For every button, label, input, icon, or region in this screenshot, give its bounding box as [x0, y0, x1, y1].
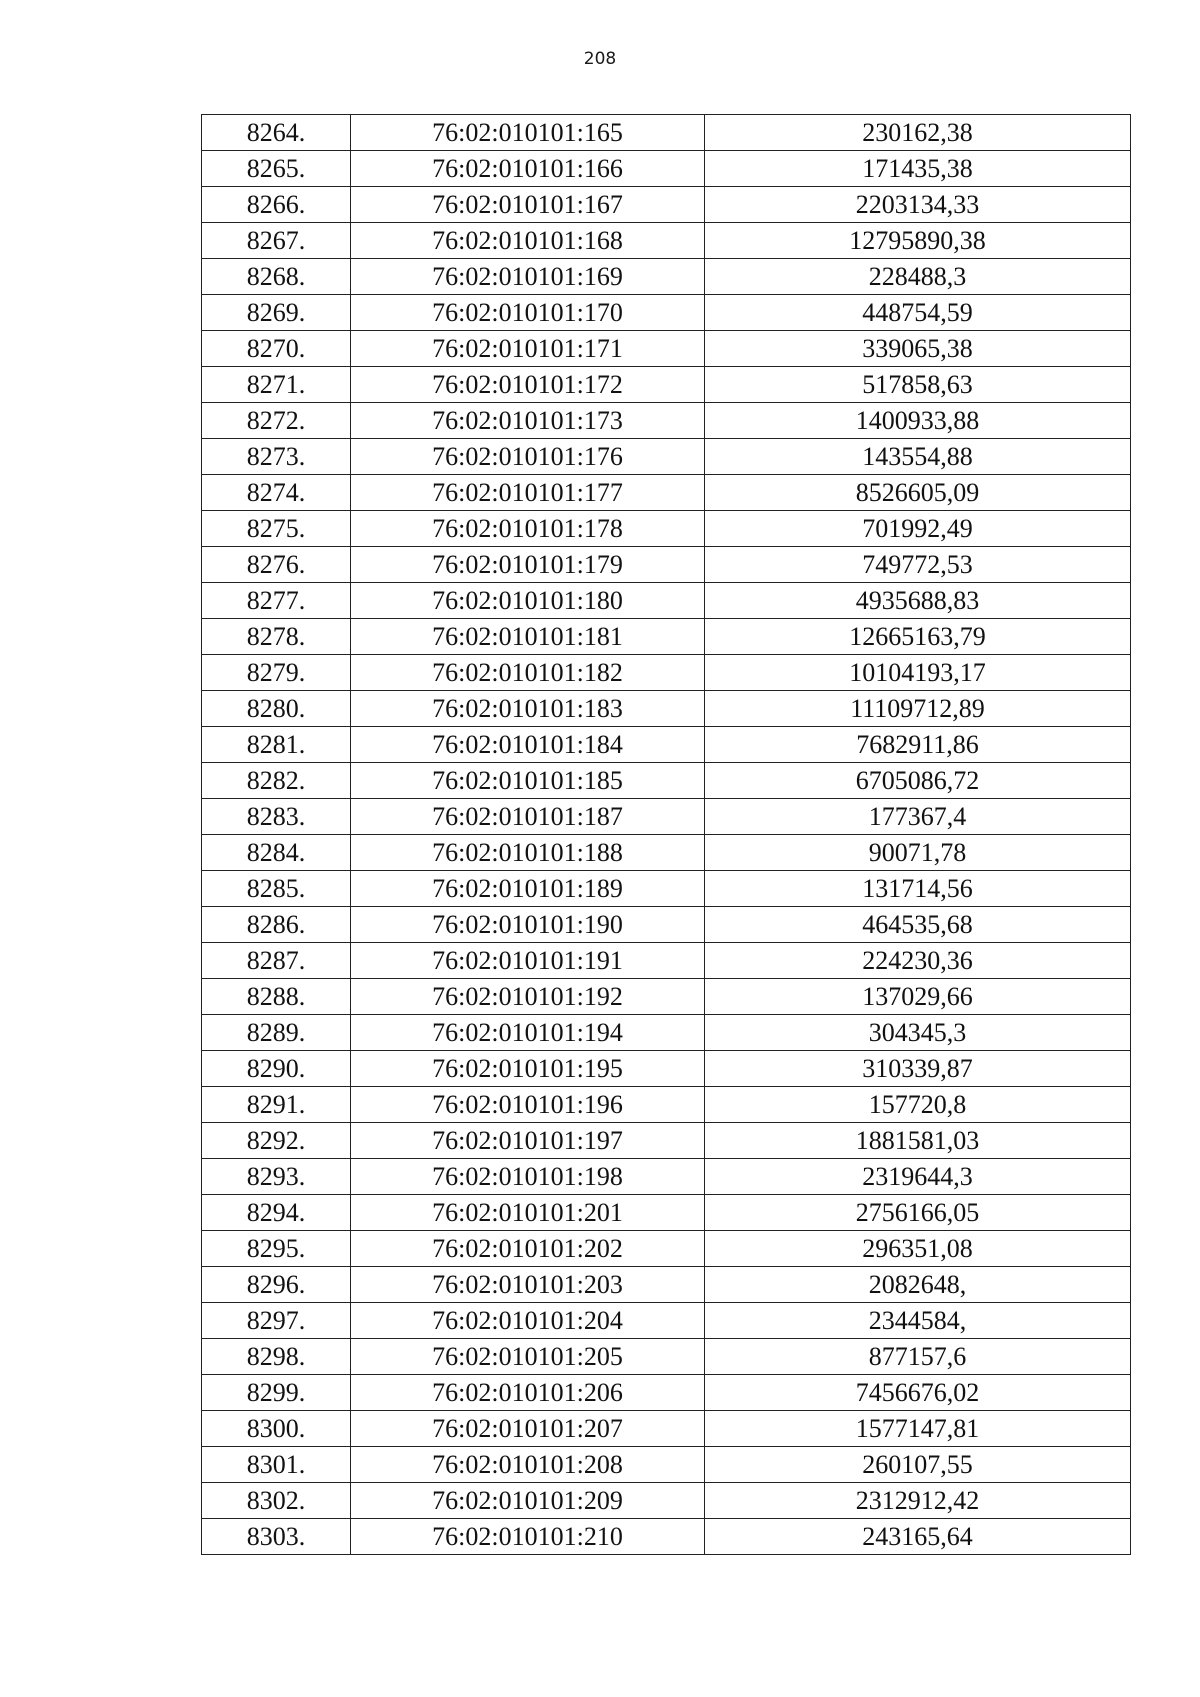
cadastral-number-cell: 76:02:010101:209 — [351, 1483, 705, 1519]
cadastral-number-cell: 76:02:010101:176 — [351, 439, 705, 475]
cadastral-number-cell: 76:02:010101:170 — [351, 295, 705, 331]
row-number-cell: 8291. — [202, 1087, 351, 1123]
row-number-cell: 8292. — [202, 1123, 351, 1159]
row-number-cell: 8267. — [202, 223, 351, 259]
value-cell: 877157,6 — [705, 1339, 1131, 1375]
value-cell: 310339,87 — [705, 1051, 1131, 1087]
table-row — [202, 1483, 1131, 1519]
cadastral-number-cell: 76:02:010101:168 — [351, 223, 705, 259]
table-row — [202, 943, 1131, 979]
table-row — [202, 1231, 1131, 1267]
table-row — [202, 727, 1131, 763]
value-cell: 10104193,17 — [705, 655, 1131, 691]
table-row — [202, 691, 1131, 727]
table-row — [202, 403, 1131, 439]
cadastral-number-cell: 76:02:010101:178 — [351, 511, 705, 547]
row-number-cell: 8266. — [202, 187, 351, 223]
table-row — [202, 1519, 1131, 1555]
value-cell: 230162,38 — [705, 115, 1131, 151]
table-row — [202, 295, 1131, 331]
row-number-cell: 8290. — [202, 1051, 351, 1087]
value-cell: 2319644,3 — [705, 1159, 1131, 1195]
table-row — [202, 763, 1131, 799]
table-row — [202, 871, 1131, 907]
value-cell: 90071,78 — [705, 835, 1131, 871]
cadastral-number-cell: 76:02:010101:205 — [351, 1339, 705, 1375]
row-number-cell: 8273. — [202, 439, 351, 475]
cadastral-number-cell: 76:02:010101:207 — [351, 1411, 705, 1447]
table-row — [202, 1123, 1131, 1159]
value-cell: 701992,49 — [705, 511, 1131, 547]
row-number-cell: 8302. — [202, 1483, 351, 1519]
row-number-cell: 8268. — [202, 259, 351, 295]
cadastral-number-cell: 76:02:010101:169 — [351, 259, 705, 295]
cadastral-number-cell: 76:02:010101:201 — [351, 1195, 705, 1231]
row-number-cell: 8269. — [202, 295, 351, 331]
page-number: 208 — [583, 49, 617, 69]
cadastral-number-cell: 76:02:010101:203 — [351, 1267, 705, 1303]
row-number-cell: 8278. — [202, 619, 351, 655]
table-row — [202, 1015, 1131, 1051]
table-row — [202, 1051, 1131, 1087]
value-cell: 171435,38 — [705, 151, 1131, 187]
value-cell: 7682911,86 — [705, 727, 1131, 763]
cadastral-number-cell: 76:02:010101:191 — [351, 943, 705, 979]
row-number-cell: 8271. — [202, 367, 351, 403]
cadastral-number-cell: 76:02:010101:204 — [351, 1303, 705, 1339]
row-number-cell: 8265. — [202, 151, 351, 187]
cadastral-number-cell: 76:02:010101:187 — [351, 799, 705, 835]
cadastral-number-cell: 76:02:010101:167 — [351, 187, 705, 223]
table-row — [202, 331, 1131, 367]
table-row — [202, 1447, 1131, 1483]
table-row — [202, 547, 1131, 583]
value-cell: 749772,53 — [705, 547, 1131, 583]
value-cell: 304345,3 — [705, 1015, 1131, 1051]
value-cell: 2312912,42 — [705, 1483, 1131, 1519]
row-number-cell: 8298. — [202, 1339, 351, 1375]
table-row — [202, 511, 1131, 547]
value-cell: 1881581,03 — [705, 1123, 1131, 1159]
row-number-cell: 8294. — [202, 1195, 351, 1231]
value-cell: 8526605,09 — [705, 475, 1131, 511]
value-cell: 143554,88 — [705, 439, 1131, 475]
table-row — [202, 1195, 1131, 1231]
row-number-cell: 8288. — [202, 979, 351, 1015]
table-row — [202, 799, 1131, 835]
row-number-cell: 8281. — [202, 727, 351, 763]
value-cell: 464535,68 — [705, 907, 1131, 943]
row-number-cell: 8296. — [202, 1267, 351, 1303]
cadastral-number-cell: 76:02:010101:166 — [351, 151, 705, 187]
table-row — [202, 655, 1131, 691]
value-cell: 1577147,81 — [705, 1411, 1131, 1447]
cadastral-number-cell: 76:02:010101:196 — [351, 1087, 705, 1123]
row-number-cell: 8280. — [202, 691, 351, 727]
cadastral-number-cell: 76:02:010101:181 — [351, 619, 705, 655]
cadastral-number-cell: 76:02:010101:188 — [351, 835, 705, 871]
row-number-cell: 8297. — [202, 1303, 351, 1339]
cadastral-number-cell: 76:02:010101:189 — [351, 871, 705, 907]
row-number-cell: 8300. — [202, 1411, 351, 1447]
table-row — [202, 115, 1131, 151]
cadastral-number-cell: 76:02:010101:197 — [351, 1123, 705, 1159]
table-row — [202, 187, 1131, 223]
value-cell: 157720,8 — [705, 1087, 1131, 1123]
row-number-cell: 8289. — [202, 1015, 351, 1051]
row-number-cell: 8293. — [202, 1159, 351, 1195]
value-cell: 339065,38 — [705, 331, 1131, 367]
table-row — [202, 1375, 1131, 1411]
row-number-cell: 8301. — [202, 1447, 351, 1483]
row-number-cell: 8283. — [202, 799, 351, 835]
row-number-cell: 8277. — [202, 583, 351, 619]
value-cell: 296351,08 — [705, 1231, 1131, 1267]
table-row — [202, 439, 1131, 475]
value-cell: 7456676,02 — [705, 1375, 1131, 1411]
value-cell: 177367,4 — [705, 799, 1131, 835]
table-row — [202, 1087, 1131, 1123]
value-cell: 243165,64 — [705, 1519, 1131, 1555]
cadastral-number-cell: 76:02:010101:185 — [351, 763, 705, 799]
cadastral-number-cell: 76:02:010101:173 — [351, 403, 705, 439]
table-row — [202, 223, 1131, 259]
value-cell: 4935688,83 — [705, 583, 1131, 619]
cadastral-number-cell: 76:02:010101:179 — [351, 547, 705, 583]
row-number-cell: 8285. — [202, 871, 351, 907]
value-cell: 1400933,88 — [705, 403, 1131, 439]
cadastral-number-cell: 76:02:010101:210 — [351, 1519, 705, 1555]
row-number-cell: 8270. — [202, 331, 351, 367]
table-row — [202, 151, 1131, 187]
table-row — [202, 1339, 1131, 1375]
row-number-cell: 8299. — [202, 1375, 351, 1411]
table-row — [202, 619, 1131, 655]
table-row — [202, 1267, 1131, 1303]
cadastral-number-cell: 76:02:010101:202 — [351, 1231, 705, 1267]
table-row — [202, 907, 1131, 943]
cadastral-number-cell: 76:02:010101:171 — [351, 331, 705, 367]
value-cell: 12795890,38 — [705, 223, 1131, 259]
cadastral-number-cell: 76:02:010101:206 — [351, 1375, 705, 1411]
row-number-cell: 8275. — [202, 511, 351, 547]
value-cell: 2756166,05 — [705, 1195, 1131, 1231]
table-row — [202, 1303, 1131, 1339]
cadastral-number-cell: 76:02:010101:184 — [351, 727, 705, 763]
table-row — [202, 475, 1131, 511]
cadastral-number-cell: 76:02:010101:180 — [351, 583, 705, 619]
value-cell: 12665163,79 — [705, 619, 1131, 655]
table-row — [202, 1411, 1131, 1447]
row-number-cell: 8303. — [202, 1519, 351, 1555]
value-cell: 228488,3 — [705, 259, 1131, 295]
row-number-cell: 8286. — [202, 907, 351, 943]
cadastral-number-cell: 76:02:010101:172 — [351, 367, 705, 403]
table-row — [202, 979, 1131, 1015]
row-number-cell: 8287. — [202, 943, 351, 979]
value-cell: 11109712,89 — [705, 691, 1131, 727]
cadastral-number-cell: 76:02:010101:165 — [351, 115, 705, 151]
value-cell: 2082648, — [705, 1267, 1131, 1303]
value-cell: 2203134,33 — [705, 187, 1131, 223]
cadastral-number-cell: 76:02:010101:198 — [351, 1159, 705, 1195]
cadastral-number-cell: 76:02:010101:177 — [351, 475, 705, 511]
table-row — [202, 583, 1131, 619]
table-row — [202, 259, 1131, 295]
row-number-cell: 8295. — [202, 1231, 351, 1267]
table-row — [202, 1159, 1131, 1195]
cadastral-number-cell: 76:02:010101:182 — [351, 655, 705, 691]
table-row — [202, 367, 1131, 403]
cadastral-number-cell: 76:02:010101:190 — [351, 907, 705, 943]
row-number-cell: 8274. — [202, 475, 351, 511]
value-cell: 448754,59 — [705, 295, 1131, 331]
cadastral-table — [201, 114, 1131, 1555]
row-number-cell: 8284. — [202, 835, 351, 871]
row-number-cell: 8282. — [202, 763, 351, 799]
cadastral-number-cell: 76:02:010101:183 — [351, 691, 705, 727]
row-number-cell: 8264. — [202, 115, 351, 151]
row-number-cell: 8276. — [202, 547, 351, 583]
row-number-cell: 8272. — [202, 403, 351, 439]
table-body — [202, 115, 1131, 1555]
value-cell: 517858,63 — [705, 367, 1131, 403]
cadastral-number-cell: 76:02:010101:195 — [351, 1051, 705, 1087]
value-cell: 6705086,72 — [705, 763, 1131, 799]
value-cell: 260107,55 — [705, 1447, 1131, 1483]
value-cell: 131714,56 — [705, 871, 1131, 907]
cadastral-number-cell: 76:02:010101:208 — [351, 1447, 705, 1483]
value-cell: 137029,66 — [705, 979, 1131, 1015]
cadastral-number-cell: 76:02:010101:192 — [351, 979, 705, 1015]
row-number-cell: 8279. — [202, 655, 351, 691]
cadastral-number-cell: 76:02:010101:194 — [351, 1015, 705, 1051]
value-cell: 224230,36 — [705, 943, 1131, 979]
table-row — [202, 835, 1131, 871]
value-cell: 2344584, — [705, 1303, 1131, 1339]
